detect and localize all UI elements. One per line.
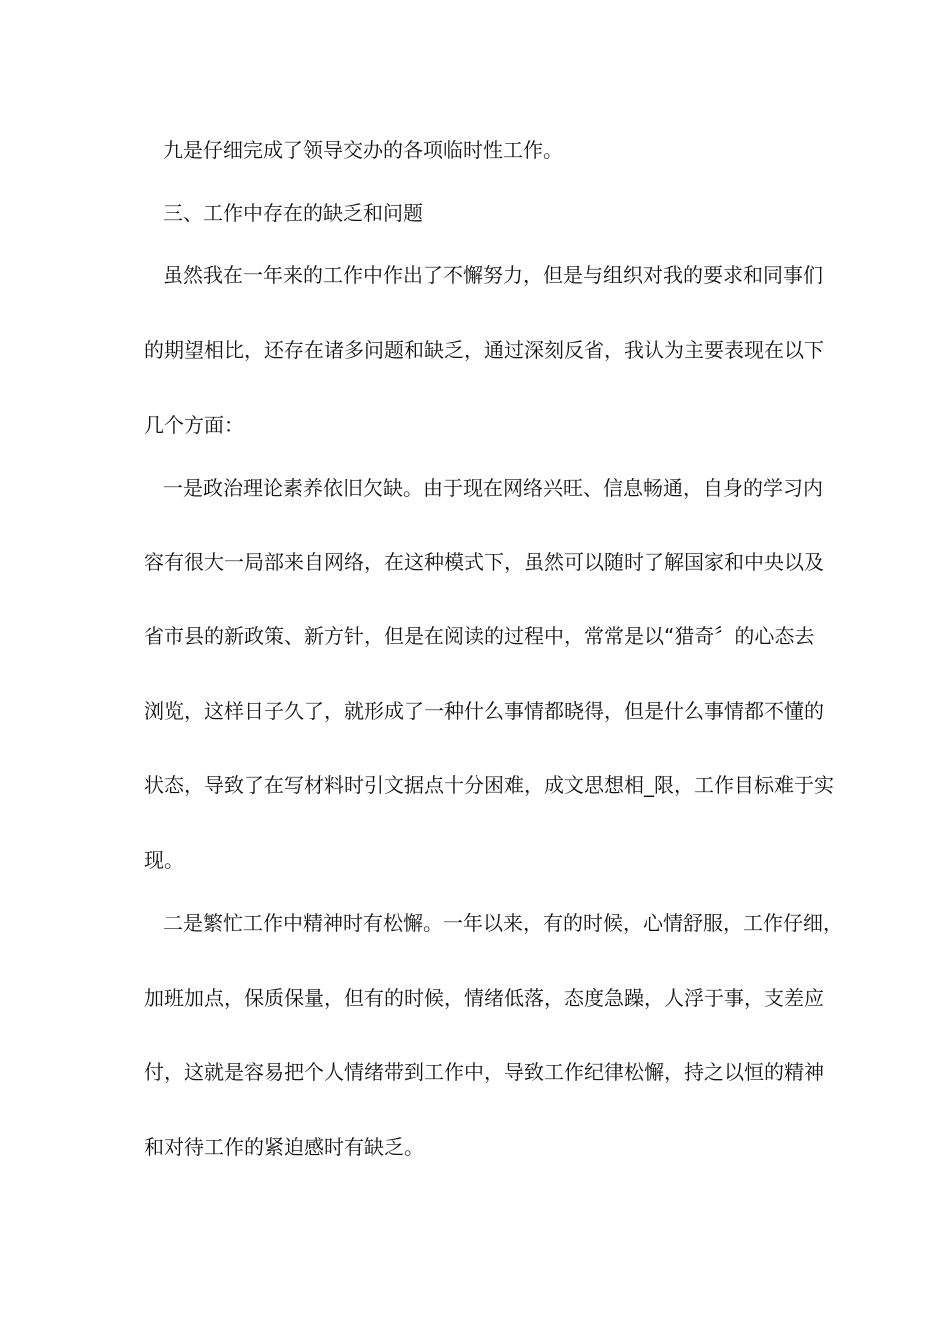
paragraph-one-line-4: 浏览，这样日子久了，就形成了一种什么事情都晓得，但是什么事情都不懂的 [144, 699, 824, 723]
paragraph-two-line-4: 和对待工作的紧迫感时有缺乏。 [144, 1135, 424, 1159]
paragraph-one-line-6: 现。 [144, 848, 184, 872]
paragraph-two-line-1: 二是繁忙工作中精神时有松懈。一年以来，有的时候，心情舒服，工作仔细， [163, 911, 843, 935]
paragraph-two-line-2: 加班加点，保质保量，但有的时候，情绪低落，态度急躁，人浮于事，支差应 [144, 986, 824, 1010]
paragraph-intro-line-1: 虽然我在一年来的工作中作出了不懈努力，但是与组织对我的要求和同事们 [163, 263, 823, 287]
paragraph-intro-line-2: 的期望相比，还存在诸多问题和缺乏，通过深刻反省，我认为主要表现在以下 [144, 338, 824, 362]
paragraph-one-line-5: 状态，导致了在写材料时引文据点十分困难，成文思想相_限，工作目标难于实 [144, 773, 834, 797]
section-heading-problems: 三、工作中存在的缺乏和问题 [163, 201, 423, 225]
paragraph-one-line-3: 省市县的新政策、新方针，但是在阅读的过程中，常常是以“猎奇〞的心态去 [144, 624, 815, 648]
paragraph-item-nine: 九是仔细完成了领导交办的各项临时性工作。 [163, 138, 563, 162]
paragraph-one-line-2: 容有很大一局部来自网络，在这种模式下，虽然可以随时了解国家和中央以及 [144, 550, 824, 574]
paragraph-intro-line-3: 几个方面： [144, 413, 244, 437]
paragraph-two-line-3: 付，这就是容易把个人情绪带到工作中，导致工作纪律松懈，持之以恒的精神 [144, 1060, 824, 1084]
paragraph-one-line-1: 一是政治理论素养依旧欠缺。由于现在网络兴旺、信息畅通，自身的学习内 [163, 476, 823, 500]
